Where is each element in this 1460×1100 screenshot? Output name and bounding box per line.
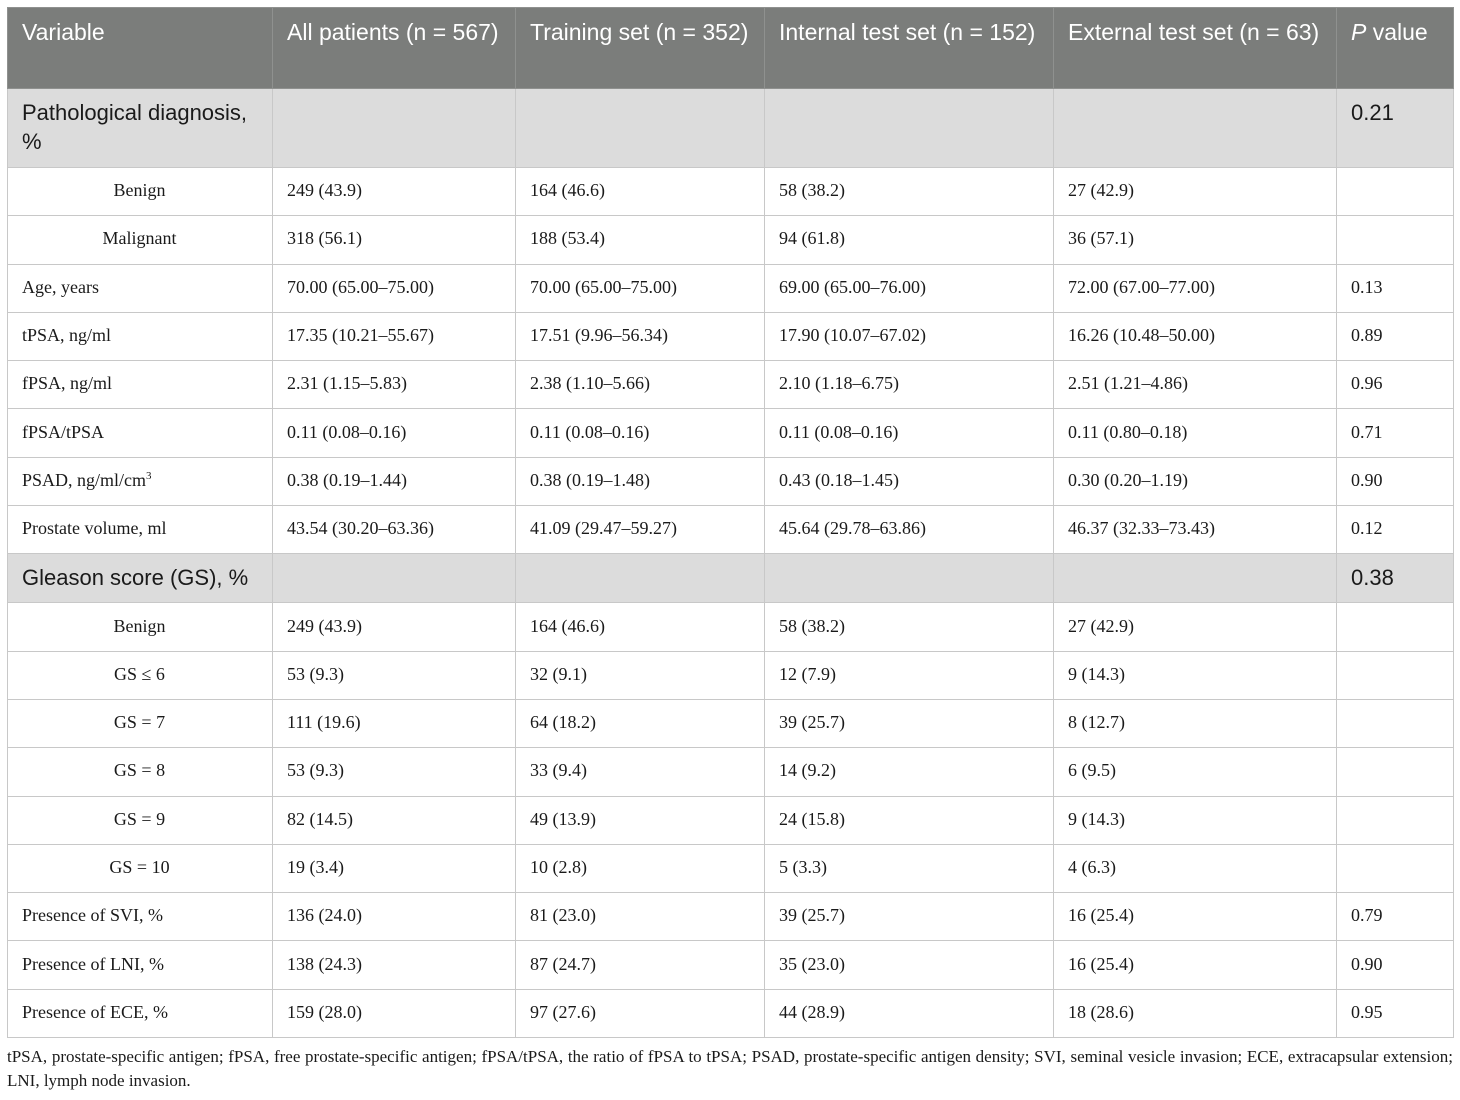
section-row: [8, 554, 1454, 603]
cell-all-patients: 318 (56.1): [273, 216, 516, 264]
row-label-superscript: 3: [146, 469, 152, 482]
cell-internal-test-set: 44 (28.9): [765, 989, 1054, 1037]
row-label: [8, 844, 273, 892]
table-body: [8, 89, 1454, 1038]
row-label-text: GS = 8: [113, 760, 166, 781]
cell-all-patients: 0.11 (0.08–0.16): [273, 409, 516, 457]
cell-internal-test-set: 14 (9.2): [765, 748, 1054, 796]
row-label: [8, 941, 273, 989]
section-empty-cell: [516, 89, 765, 168]
cell-external-test-set: 0.11 (0.80–0.18): [1054, 409, 1337, 457]
cell-p-value: 0.79: [1337, 893, 1454, 941]
row-label: [8, 893, 273, 941]
cell-training-set: 70.00 (65.00–75.00): [516, 264, 765, 312]
row-label: [8, 651, 273, 699]
section-empty-cell: [765, 89, 1054, 168]
section-label: Gleason score (GS), %: [8, 554, 273, 603]
cell-external-test-set: 16.26 (10.48–50.00): [1054, 312, 1337, 360]
table-row: [8, 989, 1454, 1037]
cell-all-patients: 17.35 (10.21–55.67): [273, 312, 516, 360]
row-label-text: PSAD, ng/ml/cm: [22, 469, 147, 490]
row-label: [8, 312, 273, 360]
cell-training-set: 164 (46.6): [516, 168, 765, 216]
table-row: [8, 312, 1454, 360]
header-p-value: [1337, 8, 1454, 89]
section-p-value: 0.21: [1337, 89, 1454, 168]
cell-internal-test-set: 35 (23.0): [765, 941, 1054, 989]
cell-internal-test-set: 2.10 (1.18–6.75): [765, 361, 1054, 409]
header-p-rest: value: [1366, 19, 1428, 45]
cell-all-patients: 19 (3.4): [273, 844, 516, 892]
table-row: [8, 941, 1454, 989]
baseline-characteristics-table-wrapper: [7, 7, 1453, 1038]
cell-internal-test-set: 45.64 (29.78–63.86): [765, 506, 1054, 554]
section-empty-cell: [1054, 554, 1337, 603]
cell-training-set: 0.11 (0.08–0.16): [516, 409, 765, 457]
row-label-text: Presence of ECE, %: [22, 1001, 168, 1022]
section-empty-cell: [1054, 89, 1337, 168]
row-label: [8, 168, 273, 216]
cell-p-value: 0.71: [1337, 409, 1454, 457]
cell-external-test-set: 0.30 (0.20–1.19): [1054, 457, 1337, 505]
cell-internal-test-set: 69.00 (65.00–76.00): [765, 264, 1054, 312]
header-all-patients: All patients (n = 567): [273, 8, 516, 89]
cell-training-set: 81 (23.0): [516, 893, 765, 941]
cell-external-test-set: 46.37 (32.33–73.43): [1054, 506, 1337, 554]
row-label-text: Prostate volume, ml: [22, 518, 167, 539]
cell-training-set: 87 (24.7): [516, 941, 765, 989]
table-row: [8, 844, 1454, 892]
cell-all-patients: 0.38 (0.19–1.44): [273, 457, 516, 505]
cell-internal-test-set: 5 (3.3): [765, 844, 1054, 892]
cell-external-test-set: 4 (6.3): [1054, 844, 1337, 892]
section-empty-cell: [765, 554, 1054, 603]
row-label-text: Benign: [113, 180, 166, 201]
cell-external-test-set: 72.00 (67.00–77.00): [1054, 264, 1337, 312]
row-label-text: Benign: [113, 615, 166, 636]
cell-external-test-set: 16 (25.4): [1054, 893, 1337, 941]
cell-all-patients: 70.00 (65.00–75.00): [273, 264, 516, 312]
row-label-text: tPSA, ng/ml: [22, 325, 112, 346]
header-row: [8, 8, 1454, 89]
row-label: [8, 506, 273, 554]
cell-all-patients: 249 (43.9): [273, 603, 516, 651]
row-label: [8, 796, 273, 844]
cell-p-value: [1337, 796, 1454, 844]
cell-p-value: 0.96: [1337, 361, 1454, 409]
cell-all-patients: 136 (24.0): [273, 893, 516, 941]
cell-internal-test-set: 58 (38.2): [765, 168, 1054, 216]
row-label: [8, 216, 273, 264]
cell-internal-test-set: 0.11 (0.08–0.16): [765, 409, 1054, 457]
cell-p-value: [1337, 168, 1454, 216]
row-label: [8, 361, 273, 409]
cell-all-patients: 53 (9.3): [273, 748, 516, 796]
cell-external-test-set: 9 (14.3): [1054, 651, 1337, 699]
cell-p-value: [1337, 748, 1454, 796]
cell-internal-test-set: 17.90 (10.07–67.02): [765, 312, 1054, 360]
cell-training-set: 0.38 (0.19–1.48): [516, 457, 765, 505]
table-row: [8, 168, 1454, 216]
cell-internal-test-set: 24 (15.8): [765, 796, 1054, 844]
cell-training-set: 33 (9.4): [516, 748, 765, 796]
cell-external-test-set: 2.51 (1.21–4.86): [1054, 361, 1337, 409]
cell-all-patients: 138 (24.3): [273, 941, 516, 989]
cell-external-test-set: 18 (28.6): [1054, 989, 1337, 1037]
cell-p-value: 0.89: [1337, 312, 1454, 360]
row-label-text: GS ≤ 6: [114, 663, 165, 684]
cell-internal-test-set: 39 (25.7): [765, 893, 1054, 941]
cell-p-value: 0.90: [1337, 457, 1454, 505]
header-variable: Variable: [8, 8, 273, 89]
header-training-set: Training set (n = 352): [516, 8, 765, 89]
cell-training-set: 188 (53.4): [516, 216, 765, 264]
section-empty-cell: [516, 554, 765, 603]
row-label: [8, 748, 273, 796]
cell-p-value: 0.95: [1337, 989, 1454, 1037]
baseline-characteristics-table: [7, 7, 1454, 1038]
cell-internal-test-set: 0.43 (0.18–1.45): [765, 457, 1054, 505]
table-row: [8, 216, 1454, 264]
table-row: [8, 796, 1454, 844]
cell-p-value: [1337, 216, 1454, 264]
cell-external-test-set: 27 (42.9): [1054, 603, 1337, 651]
cell-training-set: 32 (9.1): [516, 651, 765, 699]
table-row: [8, 264, 1454, 312]
row-label-text: Presence of LNI, %: [22, 953, 164, 974]
row-label: [8, 457, 273, 505]
table-footnote: tPSA, prostate-specific antigen; fPSA, free prostate-specific antigen; fPSA/tPSA, the ratio of fPSA to tPSA; PSAD, prostate-specific antigen density; SVI, seminal vesicle invasion; ECE, extracapsular extension; LNI, lymph node invasion.: [7, 1047, 1453, 1090]
row-label: [8, 989, 273, 1037]
cell-p-value: [1337, 603, 1454, 651]
row-label: [8, 603, 273, 651]
cell-p-value: 0.12: [1337, 506, 1454, 554]
cell-internal-test-set: 12 (7.9): [765, 651, 1054, 699]
cell-all-patients: 111 (19.6): [273, 699, 516, 747]
cell-all-patients: 159 (28.0): [273, 989, 516, 1037]
table-row: [8, 748, 1454, 796]
cell-all-patients: 2.31 (1.15–5.83): [273, 361, 516, 409]
cell-all-patients: 53 (9.3): [273, 651, 516, 699]
table-header: [8, 8, 1454, 89]
cell-p-value: [1337, 651, 1454, 699]
table-row: [8, 699, 1454, 747]
cell-training-set: 64 (18.2): [516, 699, 765, 747]
table-row: [8, 409, 1454, 457]
row-label-text: fPSA, ng/ml: [22, 373, 113, 394]
cell-p-value: [1337, 844, 1454, 892]
cell-training-set: 10 (2.8): [516, 844, 765, 892]
cell-training-set: 49 (13.9): [516, 796, 765, 844]
section-p-value: 0.38: [1337, 554, 1454, 603]
section-empty-cell: [273, 89, 516, 168]
row-label-text: GS = 9: [113, 808, 166, 829]
row-label-text: GS = 7: [113, 712, 166, 733]
cell-p-value: 0.90: [1337, 941, 1454, 989]
cell-external-test-set: 27 (42.9): [1054, 168, 1337, 216]
cell-internal-test-set: 39 (25.7): [765, 699, 1054, 747]
cell-external-test-set: 6 (9.5): [1054, 748, 1337, 796]
row-label-text: Age, years: [22, 276, 99, 297]
cell-all-patients: 249 (43.9): [273, 168, 516, 216]
cell-external-test-set: 8 (12.7): [1054, 699, 1337, 747]
section-empty-cell: [273, 554, 516, 603]
table-row: [8, 893, 1454, 941]
row-label-text: fPSA/tPSA: [22, 421, 105, 442]
header-internal-test-set: Internal test set (n = 152): [765, 8, 1054, 89]
cell-external-test-set: 16 (25.4): [1054, 941, 1337, 989]
cell-internal-test-set: 94 (61.8): [765, 216, 1054, 264]
cell-training-set: 41.09 (29.47–59.27): [516, 506, 765, 554]
table-row: [8, 506, 1454, 554]
cell-all-patients: 82 (14.5): [273, 796, 516, 844]
section-label: Pathological diagnosis, %: [8, 89, 273, 168]
cell-external-test-set: 9 (14.3): [1054, 796, 1337, 844]
row-label: [8, 699, 273, 747]
section-row: [8, 89, 1454, 168]
table-row: [8, 603, 1454, 651]
cell-p-value: 0.13: [1337, 264, 1454, 312]
cell-training-set: 17.51 (9.96–56.34): [516, 312, 765, 360]
row-label-text: GS = 10: [109, 857, 170, 877]
header-p-italic: P: [1351, 19, 1367, 45]
header-external-test-set: External test set (n = 63): [1054, 8, 1337, 89]
row-label: [8, 264, 273, 312]
table-row: [8, 361, 1454, 409]
table-row: [8, 457, 1454, 505]
cell-training-set: 97 (27.6): [516, 989, 765, 1037]
row-label: [8, 409, 273, 457]
cell-external-test-set: 36 (57.1): [1054, 216, 1337, 264]
row-label-text: Malignant: [102, 228, 177, 249]
cell-training-set: 2.38 (1.10–5.66): [516, 361, 765, 409]
cell-training-set: 164 (46.6): [516, 603, 765, 651]
row-label-text: Presence of SVI, %: [22, 905, 163, 926]
cell-all-patients: 43.54 (30.20–63.36): [273, 506, 516, 554]
cell-p-value: [1337, 699, 1454, 747]
cell-internal-test-set: 58 (38.2): [765, 603, 1054, 651]
table-row: [8, 651, 1454, 699]
